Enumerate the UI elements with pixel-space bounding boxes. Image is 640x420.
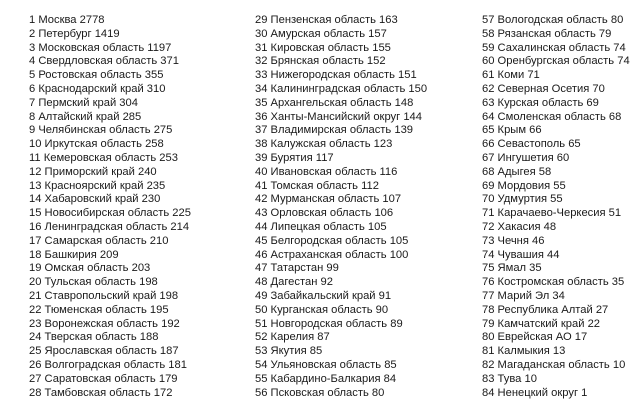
list-item: 53 Якутия 85 — [255, 345, 323, 358]
list-item: 82 Магаданская область 10 — [482, 358, 626, 371]
list-item: 19 Омская область 203 — [29, 262, 151, 275]
list-item: 40 Ивановская область 116 — [255, 165, 398, 178]
list-item: 63 Курская область 69 — [482, 96, 599, 109]
list-item: 33 Нижегородская область 151 — [255, 69, 417, 82]
list-item: 37 Владимирская область 139 — [255, 124, 414, 137]
list-item: 12 Приморский край 240 — [29, 165, 157, 178]
list-item: 55 Кабардино-Балкария 84 — [255, 372, 397, 385]
list-item: 61 Коми 71 — [482, 69, 540, 82]
list-item: 30 Амурская область 157 — [255, 27, 387, 40]
list-item: 68 Адыгея 58 — [482, 165, 552, 178]
list-item: 2 Петербург 1419 — [29, 27, 120, 40]
list-item: 23 Воронежская область 192 — [29, 317, 180, 330]
list-item: 17 Самарская область 210 — [29, 234, 169, 247]
list-item: 24 Тверская область 188 — [29, 331, 159, 344]
list-item: 26 Волгоградская область 181 — [29, 358, 187, 371]
list-item: 70 Удмуртия 55 — [482, 193, 563, 206]
list-item: 57 Вологодская область 80 — [482, 14, 624, 26]
list-item: 28 Тамбовская область 172 — [29, 386, 173, 399]
list-item: 46 Астраханская область 100 — [255, 248, 409, 261]
list-item: 34 Калининградская область 150 — [255, 82, 428, 95]
list-item: 4 Свердловская область 371 — [29, 55, 179, 68]
list-item: 75 Ямал 35 — [482, 262, 542, 275]
list-item: 73 Чечня 46 — [482, 234, 545, 247]
list-item: 38 Калужская область 123 — [255, 138, 393, 151]
list-item: 65 Крым 66 — [482, 124, 542, 137]
list-item: 71 Карачаево-Черкесия 51 — [482, 207, 622, 220]
list-item: 51 Новгородская область 89 — [255, 317, 403, 330]
list-item: 54 Ульяновская область 85 — [255, 358, 397, 371]
list-item: 7 Пермский край 304 — [29, 96, 138, 109]
list-item: 41 Томская область 112 — [255, 179, 379, 192]
list-item: 31 Кировская область 155 — [255, 41, 391, 54]
list-item: 79 Камчатский край 22 — [482, 317, 601, 330]
list-item: 14 Хабаровский край 230 — [29, 193, 161, 206]
list-item: 16 Ленинградская область 214 — [29, 220, 190, 233]
list-item: 10 Иркутская область 258 — [29, 138, 164, 151]
list-item: 45 Белгородская область 105 — [255, 234, 409, 247]
list-item: 69 Мордовия 55 — [482, 179, 566, 192]
list-item: 25 Ярославская область 187 — [29, 345, 179, 358]
list-item: 58 Рязанская область 79 — [482, 27, 612, 40]
list-item: 84 Ненецкий округ 1 — [482, 386, 588, 399]
list-item: 59 Сахалинская область 74 — [482, 41, 626, 54]
list-item: 78 Республика Алтай 27 — [482, 303, 609, 316]
list-item: 49 Забайкальский край 91 — [255, 289, 392, 302]
list-item: 22 Тюменская область 195 — [29, 303, 169, 316]
list-item: 47 Татарстан 99 — [255, 262, 339, 275]
list-item: 13 Красноярский край 235 — [29, 179, 166, 192]
list-item: 52 Карелия 87 — [255, 331, 330, 344]
list-item: 62 Северная Осетия 70 — [482, 82, 605, 95]
list-item: 72 Хакасия 48 — [482, 220, 557, 233]
list-item: 29 Пензенская область 163 — [255, 14, 398, 26]
list-item: 20 Тульская область 198 — [29, 276, 158, 289]
list-item: 11 Кемеровская область 253 — [29, 151, 178, 164]
list-item: 50 Курганская область 90 — [255, 303, 389, 316]
list-column-1 — [29, 14, 191, 400]
list-item: 81 Калмыкия 13 — [482, 345, 566, 358]
list-item: 5 Ростовская область 355 — [29, 69, 164, 82]
list-item: 32 Брянская область 152 — [255, 55, 386, 68]
list-item: 60 Оренбургская область 74 — [482, 55, 630, 68]
list-item: 76 Костромская область 35 — [482, 276, 625, 289]
list-item: 18 Башкирия 209 — [29, 248, 119, 261]
list-item: 83 Тува 10 — [482, 372, 537, 385]
list-item: 15 Новосибирская область 225 — [29, 207, 191, 220]
list-item: 42 Мурманская область 107 — [255, 193, 402, 206]
list-item: 43 Орловская область 106 — [255, 207, 394, 220]
list-column-2 — [255, 14, 427, 400]
list-item: 21 Ставропольский край 198 — [29, 289, 179, 302]
list-item: 67 Ингушетия 60 — [482, 151, 570, 164]
list-item: 8 Алтайский край 285 — [29, 110, 142, 123]
list-item: 1 Москва 2778 — [29, 14, 105, 26]
list-item: 74 Чувашия 44 — [482, 248, 560, 261]
list-item: 44 Липецкая область 105 — [255, 220, 387, 233]
list-item: 3 Московская область 1197 — [29, 41, 172, 54]
list-item: 56 Псковская область 80 — [255, 386, 385, 399]
list-item: 27 Саратовская область 179 — [29, 372, 178, 385]
list-item: 64 Смоленская область 68 — [482, 110, 622, 123]
list-item: 48 Дагестан 92 — [255, 276, 333, 289]
list-item: 6 Краснодарский край 310 — [29, 82, 166, 95]
list-item: 80 Еврейская АО 17 — [482, 331, 588, 344]
list-item: 9 Челябинская область 275 — [29, 124, 173, 137]
list-item: 39 Бурятия 117 — [255, 151, 334, 164]
list-item: 36 Ханты-Мансийский округ 144 — [255, 110, 422, 123]
list-item: 77 Марий Эл 34 — [482, 289, 565, 302]
list-column-3 — [482, 14, 630, 400]
list-item: 35 Архангельская область 148 — [255, 96, 414, 109]
list-item: 66 Севастополь 65 — [482, 138, 581, 151]
